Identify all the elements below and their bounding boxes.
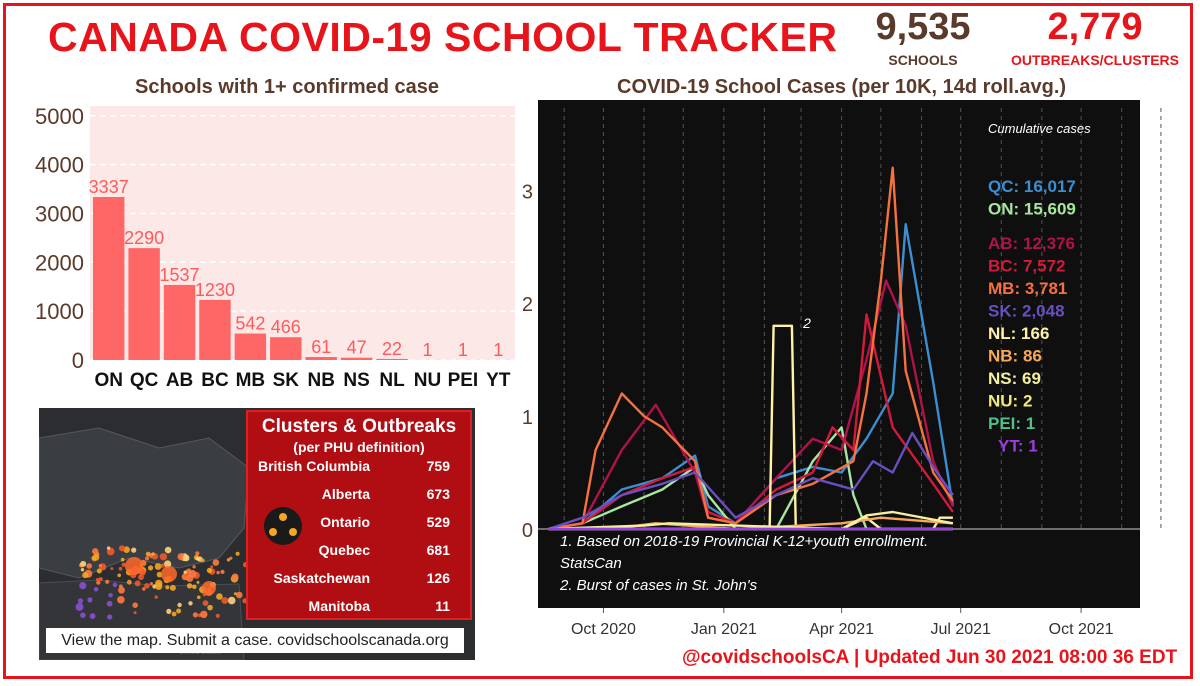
map-case-dot <box>160 553 167 560</box>
bar-value-label: 2290 <box>124 228 165 249</box>
map-case-dot <box>127 580 131 584</box>
map-case-dot <box>134 611 137 614</box>
bar-mb <box>235 334 266 360</box>
map-case-dot <box>203 600 209 606</box>
bar-bc <box>199 300 230 360</box>
map-case-dot <box>99 564 102 567</box>
bar-category-label: SK <box>272 370 299 391</box>
map-case-dot <box>220 570 224 574</box>
bar-value-label: 1 <box>457 339 468 360</box>
bar-category-label: MB <box>235 370 266 391</box>
cluster-count: 126 <box>426 570 450 586</box>
legend-title: Cumulative cases <box>988 121 1091 136</box>
legend-entry: AB: 12,376 <box>988 234 1075 253</box>
bar-y-tick-label: 1000 <box>35 299 84 325</box>
map-cluster-dot <box>125 557 143 575</box>
bar-chart <box>20 100 530 400</box>
map-case-dot <box>176 609 181 614</box>
cluster-province: British Columbia <box>257 458 370 474</box>
line-x-tick-label: Apr 2021 <box>809 621 875 638</box>
bar-category-label: AB <box>165 370 194 391</box>
map-case-dot <box>108 593 112 597</box>
map-case-dot <box>193 612 198 617</box>
line-y-tick-label: 3 <box>521 181 533 204</box>
map-case-dot <box>94 587 99 592</box>
bar-category-label: BC <box>201 370 229 391</box>
map-case-dot <box>155 583 162 590</box>
legend-entry: NS: 69 <box>988 369 1041 388</box>
map-case-dot <box>192 585 197 590</box>
map-case-dot <box>165 547 172 554</box>
map-case-dot <box>170 585 176 591</box>
map-case-dot <box>188 601 192 605</box>
map-case-dot <box>97 569 102 574</box>
bar-nl <box>376 359 407 360</box>
map-case-dot <box>78 598 83 603</box>
map-case-dot <box>110 567 113 570</box>
map-case-dot <box>82 572 88 578</box>
map-case-dot <box>221 597 228 604</box>
annotation-label: 2 <box>803 314 811 331</box>
map-footer-link[interactable]: View the map. Submit a case. covidschoolscanada.org <box>46 628 464 653</box>
map-case-dot <box>113 583 118 588</box>
map-case-dot <box>234 592 237 595</box>
map-case-dot <box>80 612 86 618</box>
line-y-tick-label: 0 <box>521 519 533 542</box>
bar-value-label: 3337 <box>88 177 129 198</box>
outbreaks-label: OUTBREAKS/CLUSTERS <box>1010 52 1179 68</box>
cluster-row <box>248 598 470 618</box>
map-case-dot <box>216 614 220 618</box>
bar-value-label: 47 <box>346 337 367 358</box>
map-case-dot <box>90 613 96 619</box>
map-case-dot <box>146 552 151 557</box>
cluster-row <box>248 458 470 478</box>
bar-sk <box>270 337 301 360</box>
map-case-dot <box>200 611 207 618</box>
bar-value-label: 542 <box>235 313 266 334</box>
map-case-dot <box>132 602 138 608</box>
cluster-row <box>248 542 470 562</box>
map-case-dot <box>229 557 232 560</box>
map-case-dot <box>232 574 239 581</box>
line-x-tick-label: Oct 2020 <box>570 621 636 638</box>
map-case-dot <box>172 612 177 617</box>
map-case-dot <box>236 552 240 556</box>
map-case-dot <box>213 559 220 566</box>
bar-y-tick-label: 2000 <box>35 250 84 276</box>
clusters-subtitle: (per PHU definition) <box>293 439 425 455</box>
map-case-dot <box>107 601 113 607</box>
footnote: 1. Based on 2018-19 Provincial K-12+youth enrollment. <box>560 533 929 550</box>
cluster-count: 673 <box>426 486 450 502</box>
bar-ab <box>164 285 195 360</box>
map-case-dot <box>187 583 192 588</box>
bar-y-tick-label: 4000 <box>35 152 84 178</box>
bar-value-label: 61 <box>311 337 332 358</box>
bar-qc <box>128 248 159 360</box>
line-chart-title: COVID-19 School Cases (per 10K, 14d roll.avg.) <box>617 76 1067 98</box>
bar-value-label: 1 <box>493 339 504 360</box>
map-cluster-dot <box>161 566 177 582</box>
bar-category-label: NB <box>307 370 335 391</box>
outbreaks-count: 2,779 <box>1047 6 1143 48</box>
line-y-tick-label: 1 <box>521 407 533 430</box>
map-case-dot <box>151 552 155 556</box>
bar-value-label: 1230 <box>194 279 235 300</box>
map-case-dot <box>195 551 199 555</box>
legend-entry: NU: 2 <box>988 391 1033 411</box>
bar-category-label: PEI <box>447 370 479 391</box>
map-case-dot <box>184 571 187 574</box>
bar-y-tick-label: 0 <box>71 348 84 373</box>
footnote: 2. Burst of cases in St. John's <box>560 577 758 594</box>
bar-ns <box>341 358 372 360</box>
map-case-dot <box>117 574 121 578</box>
map-case-dot <box>118 587 125 594</box>
legend-entry: BC: 7,572 <box>988 256 1066 276</box>
bar-category-label: YT <box>486 370 511 391</box>
map-case-dot <box>131 548 136 553</box>
line-y-tick-label: 2 <box>521 294 533 317</box>
map-case-dot <box>107 546 110 549</box>
cluster-province: Alberta <box>321 486 370 502</box>
legend-entry: YT: 1 <box>998 436 1038 456</box>
map-case-dot <box>79 582 86 589</box>
bar-value-label: 466 <box>270 317 301 338</box>
bar-chart-title: Schools with 1+ confirmed case <box>135 76 439 98</box>
map-case-dot <box>210 565 213 568</box>
map-case-dot <box>216 571 219 574</box>
cluster-row <box>248 486 470 506</box>
cluster-province: Saskatchewan <box>273 570 370 586</box>
map-case-dot <box>216 593 223 600</box>
legend-entry: SK: 2,048 <box>988 301 1065 321</box>
map-case-dot <box>105 580 109 584</box>
map-case-dot <box>119 545 125 551</box>
cluster-count: 529 <box>426 514 450 530</box>
legend-entry: PEI: 1 <box>988 414 1036 433</box>
map-case-dot <box>207 605 213 611</box>
legend-entry: NL: 166 <box>988 324 1050 343</box>
map-case-dot <box>183 555 190 562</box>
map-case-dot <box>96 578 99 581</box>
bar-category-label: ON <box>94 370 123 391</box>
legend-entry: NB: 86 <box>988 346 1042 366</box>
bar-category-label: NL <box>379 370 405 391</box>
cluster-row <box>248 570 470 590</box>
map-case-dot <box>161 564 165 568</box>
line-chart <box>510 98 1170 658</box>
map-case-dot <box>76 603 84 611</box>
map-case-dot <box>186 575 193 582</box>
legend-entry: ON: 15,609 <box>988 199 1076 219</box>
bar-nb <box>306 357 337 360</box>
clusters-panel <box>246 410 472 620</box>
map-case-dot <box>117 596 125 604</box>
map-cluster-dot <box>202 581 216 595</box>
map-case-dot <box>145 556 149 560</box>
bar-category-label: NS <box>343 370 370 391</box>
line-x-tick-label: Jan 2021 <box>690 621 757 638</box>
map-case-dot <box>80 561 86 567</box>
legend-entry: MB: 3,781 <box>988 279 1068 298</box>
map-case-dot <box>192 565 195 568</box>
bar-y-tick-label: 3000 <box>35 201 84 227</box>
bar-value-label: 1 <box>422 339 433 360</box>
legend-entry: QC: 16,017 <box>988 177 1076 196</box>
map-case-dot <box>236 592 243 599</box>
map-case-dot <box>155 595 158 598</box>
clusters-title: Clusters & Outbreaks <box>261 416 457 437</box>
map-case-dot <box>207 568 212 573</box>
line-x-tick-label: Jul 2021 <box>930 621 991 638</box>
cluster-count: 759 <box>426 458 450 474</box>
cluster-count: 11 <box>435 598 450 614</box>
cluster-province: Manitoba <box>308 598 370 614</box>
map-case-dot <box>165 585 169 589</box>
cluster-province: Ontario <box>320 514 370 530</box>
bar-category-label: QC <box>129 370 159 391</box>
map-case-dot <box>107 614 112 619</box>
map-case-dot <box>177 603 181 607</box>
cluster-province: Quebec <box>318 542 370 558</box>
cluster-count: 681 <box>426 542 450 558</box>
map-case-dot <box>135 580 141 586</box>
map-case-dot <box>87 597 92 602</box>
map-case-dot <box>197 596 201 600</box>
map-case-dot <box>166 609 171 614</box>
map-case-dot <box>144 583 150 589</box>
footnote: StatsCan <box>560 555 622 572</box>
map-case-dot <box>93 554 100 561</box>
line-x-tick-label: Oct 2021 <box>1048 621 1114 638</box>
map-case-dot <box>228 597 236 605</box>
schools-count: 9,535 <box>875 6 971 48</box>
map-case-dot <box>155 563 162 570</box>
bar-category-label: NU <box>413 370 442 391</box>
map-case-dot <box>81 568 84 571</box>
bar-value-label: 22 <box>382 338 403 359</box>
map-case-dot <box>121 558 125 562</box>
map-case-dot <box>99 577 103 581</box>
bar-on <box>93 197 124 360</box>
map-case-dot <box>86 563 92 569</box>
map-case-dot <box>150 582 153 585</box>
bar-value-label: 1537 <box>159 264 200 285</box>
updated-text: @covidschoolsCA | Updated Jun 30 2021 08:00 36 EDT <box>682 647 1178 668</box>
map-case-dot <box>197 581 200 584</box>
schools-label: SCHOOLS <box>888 52 958 68</box>
map-case-dot <box>196 557 200 561</box>
map-case-dot <box>119 567 123 571</box>
page-title: CANADA COVID-19 SCHOOL TRACKER <box>48 14 838 60</box>
map-case-dot <box>201 559 205 563</box>
cluster-row <box>248 514 470 534</box>
map-case-dot <box>148 565 153 570</box>
bar-y-tick-label: 5000 <box>35 103 84 129</box>
